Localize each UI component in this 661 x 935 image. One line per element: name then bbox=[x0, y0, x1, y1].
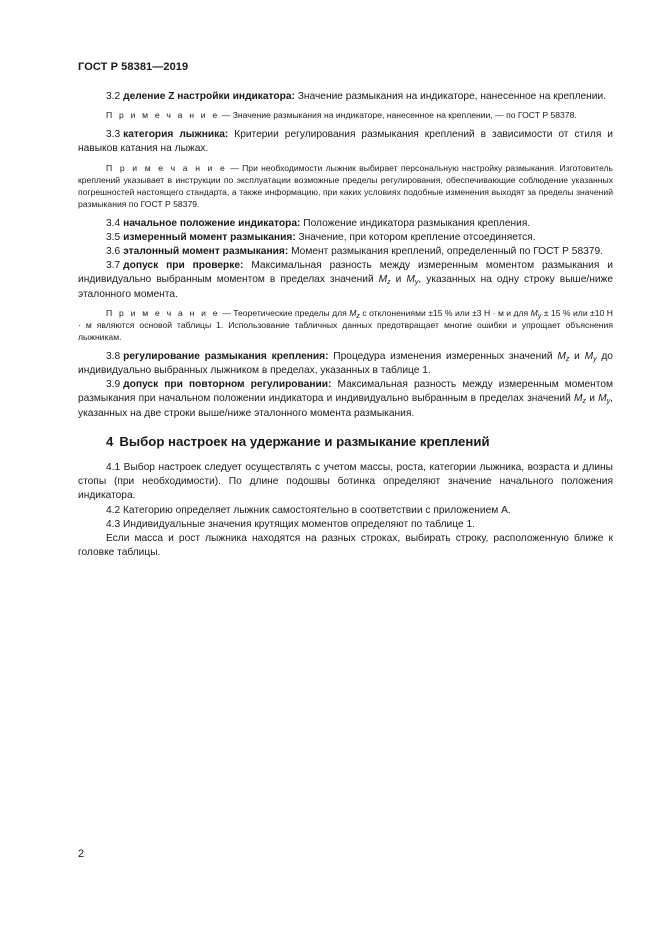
symbol-mz bbox=[349, 308, 360, 318]
document-header: ГОСТ Р 58381—2019 bbox=[78, 61, 189, 73]
symbol-mz bbox=[557, 351, 569, 362]
definition-3-3 bbox=[78, 128, 613, 156]
item-number: 3.6 bbox=[106, 246, 121, 258]
symbol-m: M bbox=[598, 393, 607, 405]
item-number: 3.2 bbox=[106, 91, 121, 102]
symbol-m: M bbox=[574, 393, 583, 405]
term: регулирование размыкания крепления: bbox=[123, 350, 329, 362]
section-number: 4 bbox=[106, 433, 114, 449]
item-number: 3.7 bbox=[106, 260, 121, 272]
definition-3-8 bbox=[78, 350, 613, 378]
symbol-my bbox=[406, 274, 418, 285]
note-text: — Значение размыкания на индикаторе, нанесенное на креплении, — по ГОСТ Р 58378. bbox=[219, 110, 577, 121]
note-text: ± 15 % или ±10 Н · м являются основой таблицы 1. Использование табличных данных предотвращает многие ошибки и упрощает объяснения лыжникам. bbox=[78, 307, 613, 342]
symbol-m: M bbox=[530, 307, 538, 318]
definition-text: и bbox=[390, 274, 407, 286]
note-label: П р и м е ч а н и е bbox=[106, 110, 220, 121]
symbol-my bbox=[585, 351, 597, 362]
section-heading bbox=[78, 435, 613, 449]
subscript-y: y bbox=[606, 398, 611, 406]
definition-3-5 bbox=[78, 231, 613, 245]
subscript-y: y bbox=[593, 355, 597, 363]
definition-text: Положение индикатора размыкания крепления. bbox=[300, 217, 531, 229]
page-number: 2 bbox=[78, 848, 85, 860]
definition-text: Критерии регулирования размыкания креплений в зависимости от стиля и навыков катания на лыжах. bbox=[78, 129, 613, 155]
note-text: — При необходимости лыжник выбирает персональную настройку размыкания. Изготовитель креплений указывает в инструкции по эксплуатации возможные пределы регулирования, обеспечивающие соблюдение указанных погрешностей настоящего стандарта, а также информацию, при каких условиях подобные изменения выходят за пределы значений размыкания по ГОСТ Р 58379. bbox=[78, 162, 613, 209]
definition-text: Максимальная разность между измеренным моментом размыкания и индивидуально выбранным моментом в пределах значений bbox=[78, 260, 613, 286]
paragraph-4-1: 4.1 Выбор настроек следует осуществлять с учетом массы, роста, категории лыжника, возраста и длины стопы (при необходимости). По длине подошвы ботинка определяют значение начального положения индикатора. bbox=[78, 462, 613, 502]
definition-text: Момент размыкания креплений, определенный по ГОСТ Р 58379. bbox=[288, 246, 603, 258]
section-title: Выбор настроек на удержание и размыкание креплений bbox=[119, 433, 490, 449]
term: допуск при проверке: bbox=[123, 260, 244, 272]
note-label: П р и м е ч а н и е bbox=[106, 162, 228, 173]
subscript-z: z bbox=[356, 312, 360, 320]
note-text: — Теоретические пределы для bbox=[219, 307, 350, 318]
symbol-mz bbox=[379, 274, 391, 285]
definition-text: Значение, при котором крепление отсоединяется. bbox=[295, 231, 536, 243]
term: категория лыжника: bbox=[123, 129, 229, 141]
paragraph-4-3-continued: Если масса и рост лыжника находятся на разных строках, выбирать строку, расположенную ближе к головке таблицы. bbox=[78, 533, 613, 559]
term: допуск при повторном регулировании: bbox=[123, 379, 332, 391]
term: эталонный момент размыкания: bbox=[123, 246, 289, 258]
term: измеренный момент размыкания: bbox=[123, 231, 296, 243]
subscript-y: y bbox=[537, 312, 542, 320]
subscript-z: z bbox=[582, 398, 587, 406]
paragraph-4-3: 4.3 Индивидуальные значения крутящих моментов определяют по таблице 1. bbox=[106, 518, 475, 530]
symbol-m: M bbox=[406, 274, 415, 286]
document-body bbox=[78, 90, 613, 560]
note-3-3 bbox=[78, 162, 613, 210]
symbol-m: M bbox=[584, 350, 594, 362]
item-number: 3.9 bbox=[106, 379, 121, 391]
note-label: П р и м е ч а н и е bbox=[106, 307, 220, 318]
symbol-m: M bbox=[557, 350, 566, 362]
item-number: 3.3 bbox=[106, 129, 121, 141]
symbol-mz bbox=[574, 393, 586, 404]
note-3-7 bbox=[78, 307, 613, 343]
symbol-my bbox=[531, 308, 542, 318]
term: начальное положение индикатора: bbox=[123, 217, 301, 229]
term: деление Z настройки индикатора: bbox=[123, 91, 295, 102]
item-number: 3.4 bbox=[106, 217, 121, 229]
subscript-z: z bbox=[565, 355, 570, 363]
definition-text: и bbox=[586, 393, 599, 405]
symbol-my bbox=[598, 393, 610, 404]
item-number: 3.5 bbox=[106, 231, 121, 243]
definition-text: Значение размыкания на индикаторе, нанесенное на креплении. bbox=[294, 91, 607, 102]
definition-3-7 bbox=[78, 259, 613, 302]
definition-text: , указанных на одну строку выше/ниже эталонного момента. bbox=[78, 274, 613, 300]
definition-text: Максимальная разность между измеренным моментом размыкания при начальном положении индикатора и индивидуально выбранным в пределах значений bbox=[78, 379, 613, 405]
subscript-z: z bbox=[387, 279, 391, 287]
note-text: с отклонениями ±15 % или ±3 Н · м и для bbox=[359, 307, 531, 318]
definition-3-2 bbox=[78, 90, 613, 104]
note-3-2 bbox=[78, 109, 613, 121]
definition-3-6 bbox=[78, 245, 613, 259]
symbol-m: M bbox=[349, 307, 357, 318]
definition-3-9 bbox=[78, 378, 613, 421]
subscript-y: y bbox=[414, 279, 419, 287]
definition-text: до индивидуально выбранных лыжником в пределах, указанных в таблице 1. bbox=[78, 350, 613, 377]
definition-text: , указанных на две строки выше/ниже эталонного момента размыкания. bbox=[78, 393, 614, 419]
item-number: 3.8 bbox=[106, 350, 121, 362]
symbol-m: M bbox=[378, 274, 388, 286]
definition-text: Процедура изменения измеренных значений bbox=[328, 350, 558, 362]
definition-text: и bbox=[569, 350, 585, 362]
paragraph-4-2: 4.2 Категорию определяет лыжник самостоятельно в соответствии с приложением А. bbox=[106, 504, 511, 516]
definition-3-4 bbox=[78, 217, 613, 231]
